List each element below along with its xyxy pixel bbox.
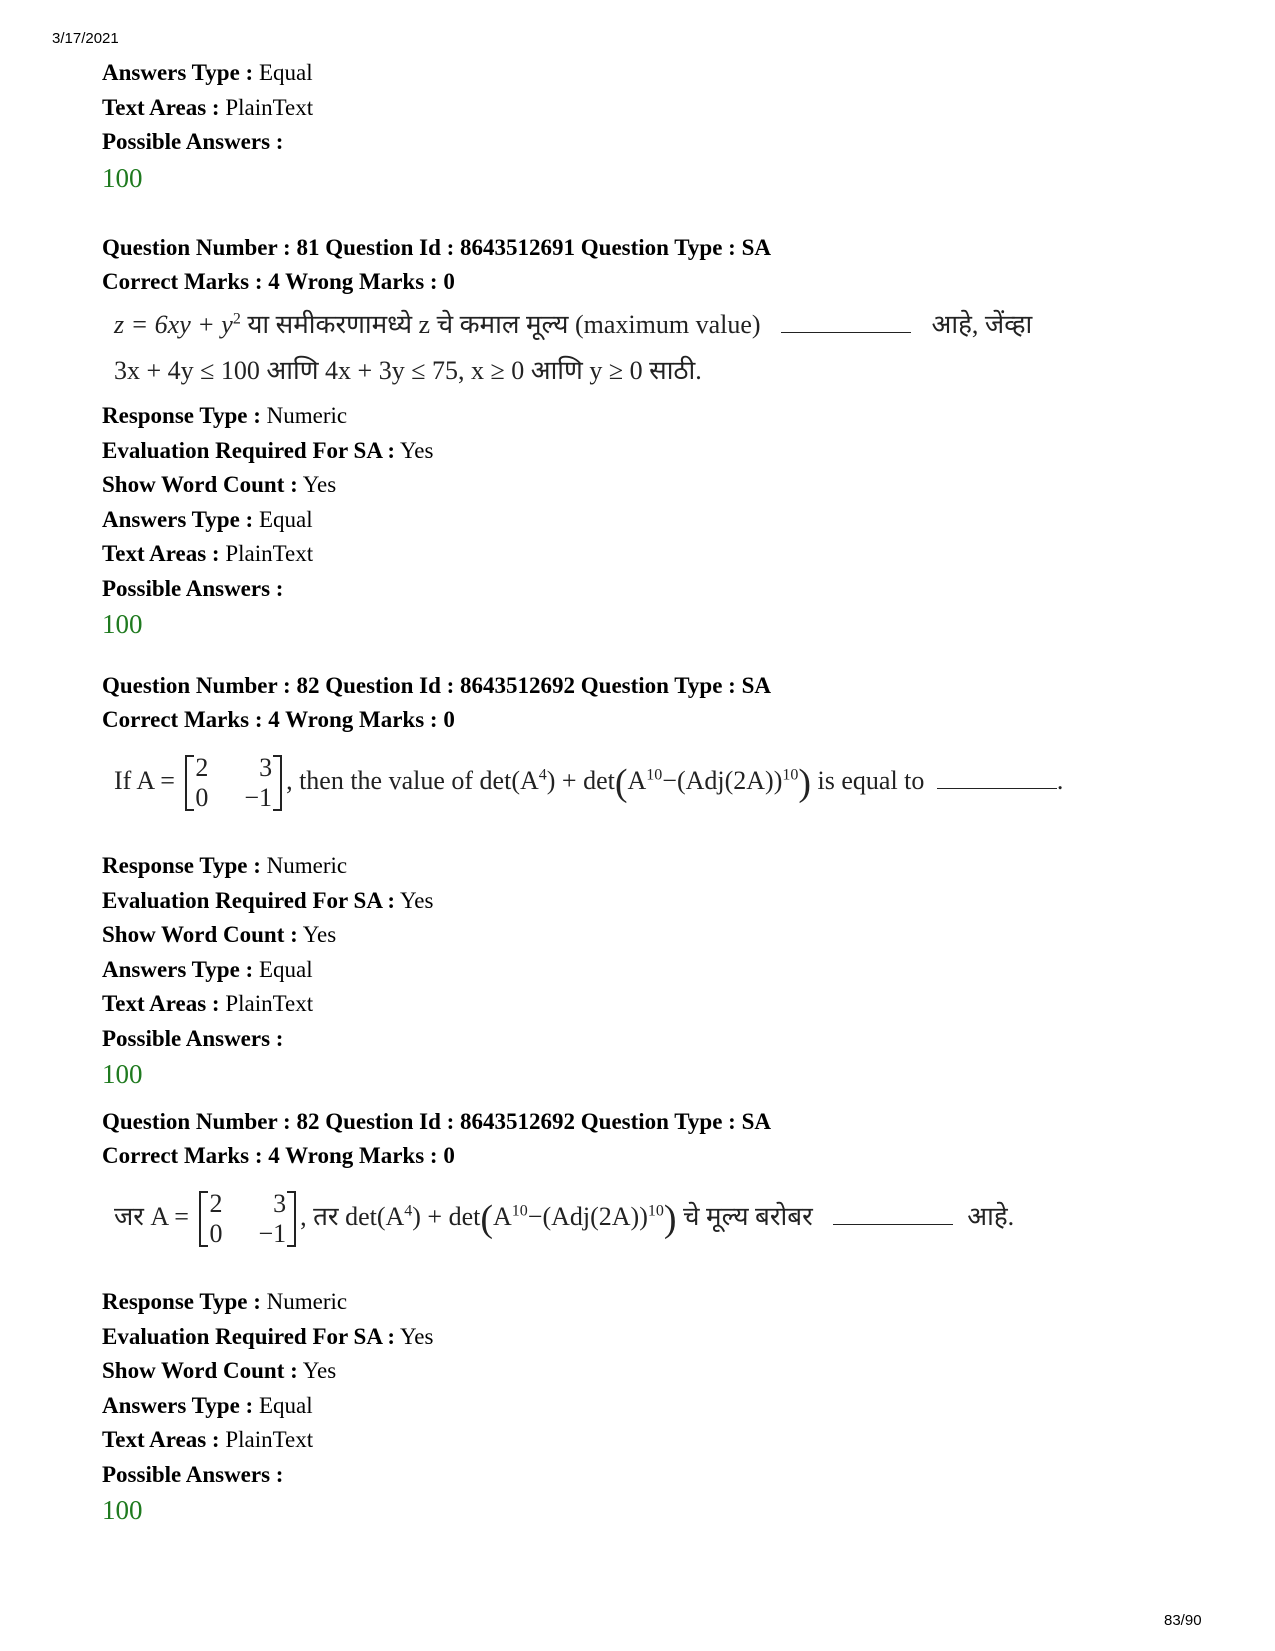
answer-blank <box>781 314 911 333</box>
possible-answer-value: 100 <box>102 1059 143 1089</box>
possible-answers-line: Possible Answers : <box>102 575 284 601</box>
marks-line: Correct Marks : 4 Wrong Marks : 0 <box>102 1143 455 1168</box>
question-82-marathi <box>102 1105 1202 1528</box>
possible-answer-value: 100 <box>102 162 143 193</box>
response-type-line: Response Type : Numeric <box>102 1289 348 1314</box>
question-text: If A = 2 3 0 −1 , then the value of $\det(A^4) + \det(A^{10}-(Adj(2A))^{10})$ is equal to . <box>114 753 1064 812</box>
evaluation-required-line: Evaluation Required For SA : Yes <box>102 437 434 463</box>
response-type-line: Response Type : Numeric <box>102 853 348 878</box>
evaluation-required-line: Evaluation Required For SA : Yes <box>102 887 434 913</box>
answers-type-line: Answers Type : Equal <box>102 1392 313 1418</box>
marks-line: Correct Marks : 4 Wrong Marks : 0 <box>102 269 455 294</box>
response-type-line: Response Type : Numeric <box>102 403 348 428</box>
text-areas-line: Text Areas : PlainText <box>102 541 314 566</box>
show-word-count-line: Show Word Count : Yes <box>102 1358 337 1383</box>
evaluation-required-line: Evaluation Required For SA : Yes <box>102 1323 434 1349</box>
page-number: 83/90 <box>1164 1612 1202 1629</box>
answer-blank <box>937 770 1057 789</box>
answers-type-line: Answers Type : Equal <box>102 60 313 85</box>
matrix: 2 3 0 −1 <box>185 753 282 813</box>
matrix: 2 3 0 −1 <box>199 1189 296 1249</box>
question-text: जर A = 2 3 0 −1 , तर $\det(A^4) + \det(A^{10}-(Adj(2A))^{10})$ चे मूल्य बरोबर आहे. <box>114 1189 1015 1248</box>
text-areas-line: Text Areas : PlainText <box>102 1427 314 1452</box>
question-82-english <box>102 669 1202 1092</box>
possible-answer-value: 100 <box>102 1495 143 1525</box>
possible-answers-line: Possible Answers : <box>102 1025 284 1051</box>
show-word-count-line: Show Word Count : Yes <box>102 472 337 497</box>
text-areas-line: Text Areas : PlainText <box>102 991 314 1016</box>
question-heading: Question Number : 82 Question Id : 8643512692 Question Type : SA <box>102 673 771 698</box>
answer-blank <box>833 1206 953 1225</box>
question-81 <box>102 231 1202 642</box>
question-heading: Question Number : 82 Question Id : 8643512692 Question Type : SA <box>102 1109 771 1134</box>
question-text: $z = 6xy + y^2$ या समीकरणामध्ये z चे कमाल मूल्य (maximum value) आहे, जेंव्हा 3x + 4y ≤ 100 आणि 4x + 3y ≤ 75, x ≥ 0 आणि y ≥ 0 साठी. <box>114 310 1033 385</box>
text-areas-line: Text Areas : PlainText <box>102 94 314 120</box>
possible-answer-value: 100 <box>102 609 143 639</box>
previous-question-tail <box>102 56 1202 196</box>
answers-type-line: Answers Type : Equal <box>102 956 313 982</box>
show-word-count-line: Show Word Count : Yes <box>102 922 337 947</box>
answers-type-line: Answers Type : Equal <box>102 506 313 532</box>
marks-line: Correct Marks : 4 Wrong Marks : 0 <box>102 707 455 732</box>
possible-answers-line: Possible Answers : <box>102 1461 284 1487</box>
question-heading: Question Number : 81 Question Id : 8643512691 Question Type : SA <box>102 235 771 260</box>
print-date: 3/17/2021 <box>52 30 119 47</box>
possible-answers-line: Possible Answers : <box>102 129 284 154</box>
